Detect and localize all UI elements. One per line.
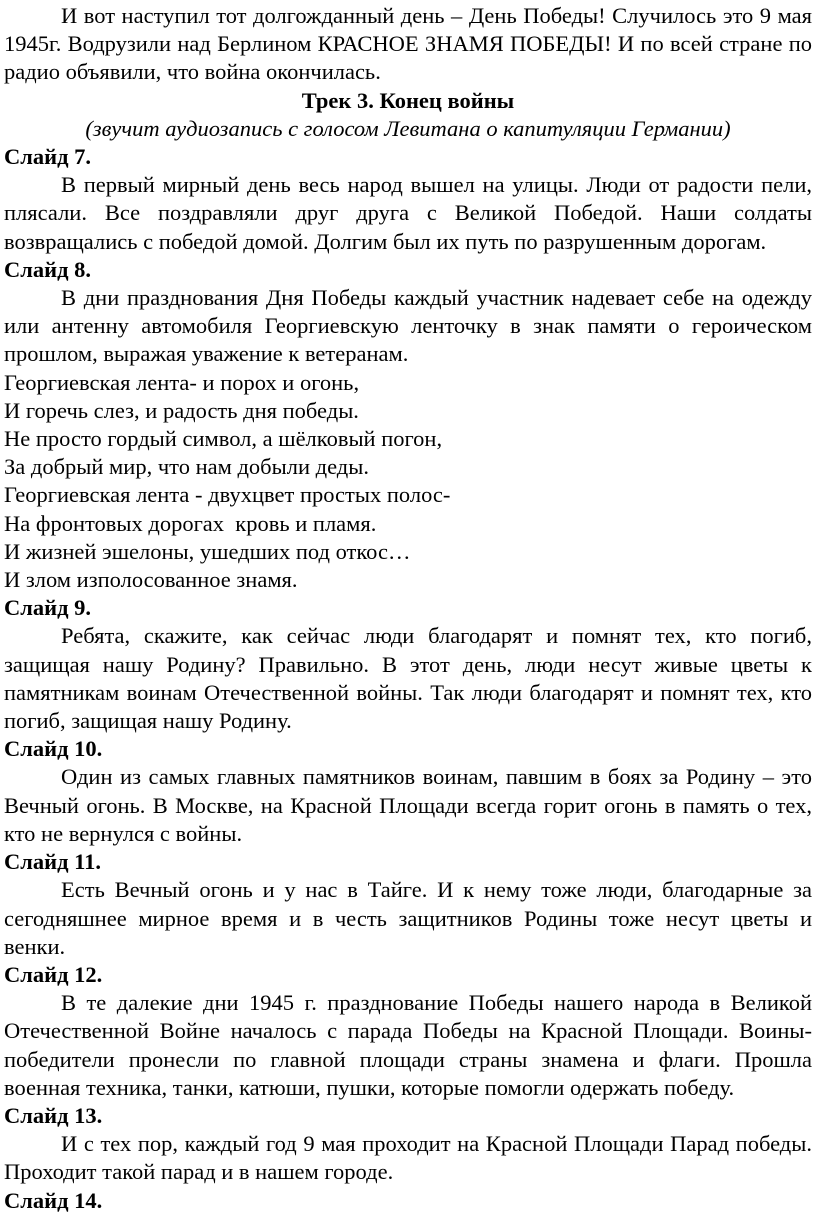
poem-line: На фронтовых дорогах кровь и пламя. — [4, 510, 377, 536]
poem-line: Георгиевская лента - двухцвет простых полос- — [4, 482, 451, 508]
slide-10-heading: Слайд 10. — [4, 736, 103, 762]
poem — [4, 369, 812, 595]
slide-7-heading: Слайд 7. — [4, 144, 91, 170]
poem-line: За добрый мир, что нам добыли деды. — [4, 454, 369, 480]
track-title: Трек 3. Конец войны — [301, 87, 515, 113]
slide-11-heading: Слайд 11. — [4, 849, 101, 875]
poem-line: И горечь слез, и радость дня победы. — [4, 397, 359, 423]
slide-11-text: Есть Вечный огонь и у нас в Тайге. И к нему тоже люди, благодарные за сегодняшнее мирное время и в честь защитников Родины тоже несут цветы и венки. — [4, 877, 812, 959]
slide-13-heading: Слайд 13. — [4, 1102, 103, 1128]
slide-7-text: В первый мирный день весь народ вышел на улицы. Люди от радости пели, плясали. Все поздравляли друг друга с Великой Победой. Наши солдаты возвращались с победой домой. Долгим был их путь по разрушенным дорогам. — [4, 172, 812, 254]
slide-9-text: Ребята, скажите, как сейчас люди благодарят и помнят тех, кто погиб, защищая нашу Родину? Правильно. В этот день, люди несут живые цветы к памятникам воинам Отечественной войны. Так люди благодарят и помнят тех, кто погиб, защищая нашу Родину. — [4, 623, 812, 734]
slide-10-text: Один из самых главных памятников воинам, павшим в боях за Родину – это Вечный огонь. В Москве, на Красной Площади всегда горит огонь в память о тех, кто не вернулся с войны. — [4, 764, 812, 846]
slide-8-heading: Слайд 8. — [4, 256, 91, 282]
slide-9-heading: Слайд 9. — [4, 595, 91, 621]
slide-13-text: И с тех пор, каждый год 9 мая проходит на Красной Площади Парад победы. Проходит такой парад и в нашем городе. — [4, 1131, 812, 1185]
intro-paragraph: И вот наступил тот долгожданный день – День Победы! Случилось это 9 мая 1945г. Водрузили над Берлином КРАСНОЕ ЗНАМЯ ПОБЕДЫ! И по всей стране по радио объявили, что война окончилась. — [4, 3, 812, 85]
slide-12-text: В те далекие дни 1945 г. празднование Победы нашего народа в Великой Отечественной Войне началось с парада Победы на Красной Площади. Воины-победители пронесли по главной площади страны знамена и флаги. Прошла военная техника, танки, катюши, пушки, которые помогли одержать победу. — [4, 990, 812, 1100]
track-note: (звучит аудиозапись с голосом Левитана о капитуляции Германии) — [85, 115, 731, 141]
poem-line: Не просто гордый символ, а шёлковый погон, — [4, 426, 443, 452]
slide-14-heading: Слайд 14. — [4, 1187, 103, 1213]
slide-8-text: В дни празднования Дня Победы каждый участник надевает себе на одежду или антенну автомобиля Георгиевскую ленточку в знак памяти о героическом прошлом, выражая уважение к ветеранам. — [4, 285, 812, 367]
poem-line: И жизней эшелоны, ушедших под откос… — [4, 538, 411, 564]
poem-line: И злом изполосованное знамя. — [4, 567, 298, 593]
poem-line: Георгиевская лента- и порох и огонь, — [4, 369, 360, 395]
slide-12-heading: Слайд 12. — [4, 961, 103, 987]
